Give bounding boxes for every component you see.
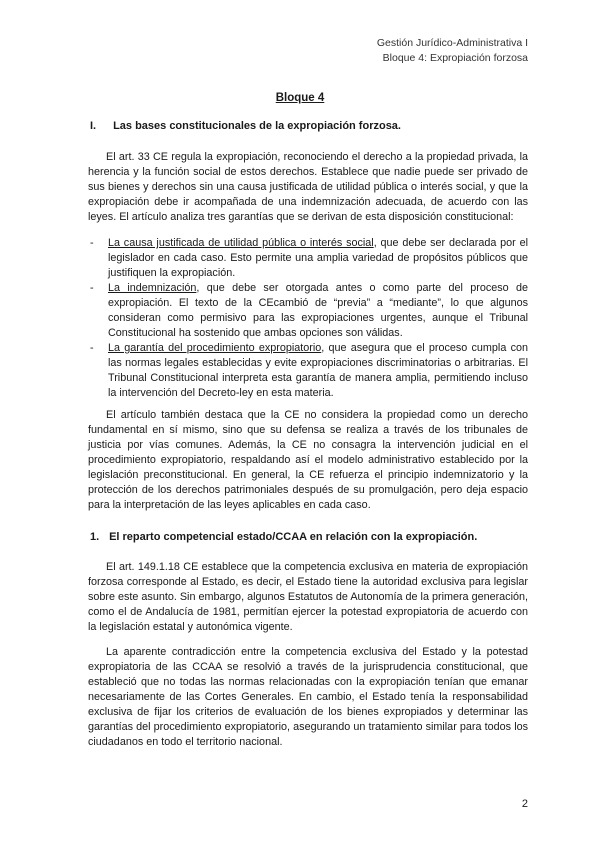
list-item-text: , que asegura que el proceso cumpla con las normas legales establecidas y evite expropiaciones discriminatorias o arbitrarias. El Tribunal Constitucional interpreta esta garantía de manera amplia, permitiendo incluso la intervención del Decreto-ley en esta materia. <box>108 342 528 399</box>
list-item-term: La causa justificada de utilidad pública o interés social <box>108 237 374 249</box>
section-heading-text: El reparto competencial estado/CCAA en relación con la expropiación. <box>109 531 478 543</box>
section-heading-2 <box>90 531 477 543</box>
header-block-title: Bloque 4: Expropiación forzosa <box>382 52 528 64</box>
list-item-text: , que debe ser declarada por el legislador en cada caso. Esto permite una amplia variedad de propósitos públicos que justifiquen la expropiación. <box>108 237 528 279</box>
list-dash: - <box>90 342 94 354</box>
paragraph-competence: El art. 149.1.18 CE establece que la competencia exclusiva en materia de expropiación forzosa corresponde al Estado, es decir, el Estado tiene la autoridad exclusiva para legislar sobre este asunto. Sin embargo, algunos Estatutos de Autonomía de la primera generación, como el de Andalucía de 1981, permitían ejercer la potestad expropiatoria de acuerdo con la legislación estatal y autonómica vigente. <box>88 561 528 633</box>
paragraph-jurisprudence: La aparente contradicción entre la competencia exclusiva del Estado y la potestad expropiatoria de las CCAA se resolvió a través de la jurisprudencia constitucional, que estableció que no todas las normas relacionadas con la expropiación tenían que emanar necesariamente de las Cortes Generales. En cambio, el Estado tenía la responsabilidad exclusiva de fijar los criterios de evaluación de los bienes expropiados y determinar las garantías del procedimiento expropiatorio, asegurando un tratamiento similar para todos los ciudadanos en todo el territorio nacional. <box>88 646 528 748</box>
list-item-term: La indemnización <box>108 282 197 294</box>
section-number: I. <box>90 120 97 132</box>
list-item-term: La garantía del procedimiento expropiatorio <box>108 342 322 354</box>
header-course-title: Gestión Jurídico-Administrativa I <box>376 37 528 49</box>
document-title: Bloque 4 <box>275 92 325 104</box>
page-number: 2 <box>521 798 528 810</box>
list-item <box>88 341 528 401</box>
list-item-text: , que debe ser otorgada antes o como parte del proceso de expropiación. El texto de la CEcambió de “previa” a “mediante”, lo que algunos consideran como permisivo para las expropiaciones urgentes, aunque el Tribunal Constitucional ha sostenido que ambas opciones son válidas. <box>108 282 528 339</box>
section-heading-1 <box>90 120 401 132</box>
guarantees-list <box>88 236 528 401</box>
paragraph-property-rights: El artículo también destaca que la CE no considera la propiedad como un derecho fundamental en sí mismo, sino que su defensa se realiza a través de los tribunales de justicia por vías comunes. Además, la CE no consagra la intervención judicial en el procedimiento expropiatorio, respaldando así el modelo administrativo establecido por la legislación preconstitucional. En general, la CE refuerza el principio indemnizatorio y la protección de los derechos patrimoniales después de su promulgación, pero deja espacio para la interpretación de las leyes aplicables en cada caso. <box>88 409 528 511</box>
list-item <box>88 236 528 281</box>
list-dash: - <box>90 282 94 294</box>
section-number: 1. <box>90 531 100 543</box>
list-dash: - <box>90 237 94 249</box>
section-heading-text: Las bases constitucionales de la expropiación forzosa. <box>113 120 401 132</box>
page-header <box>377 36 528 66</box>
list-item <box>88 281 528 341</box>
paragraph-intro: El art. 33 CE regula la expropiación, reconociendo el derecho a la propiedad privada, la herencia y la función social de estos derechos. Establece que nadie puede ser privado de sus bienes y derechos sin una causa justificada de utilidad pública o interés social, y que la expropiación debe ir acompañada de una indemnización adecuada, de acuerdo con las leyes. El artículo analiza tres garantías que se derivan de esta disposición constitucional: <box>88 151 528 223</box>
